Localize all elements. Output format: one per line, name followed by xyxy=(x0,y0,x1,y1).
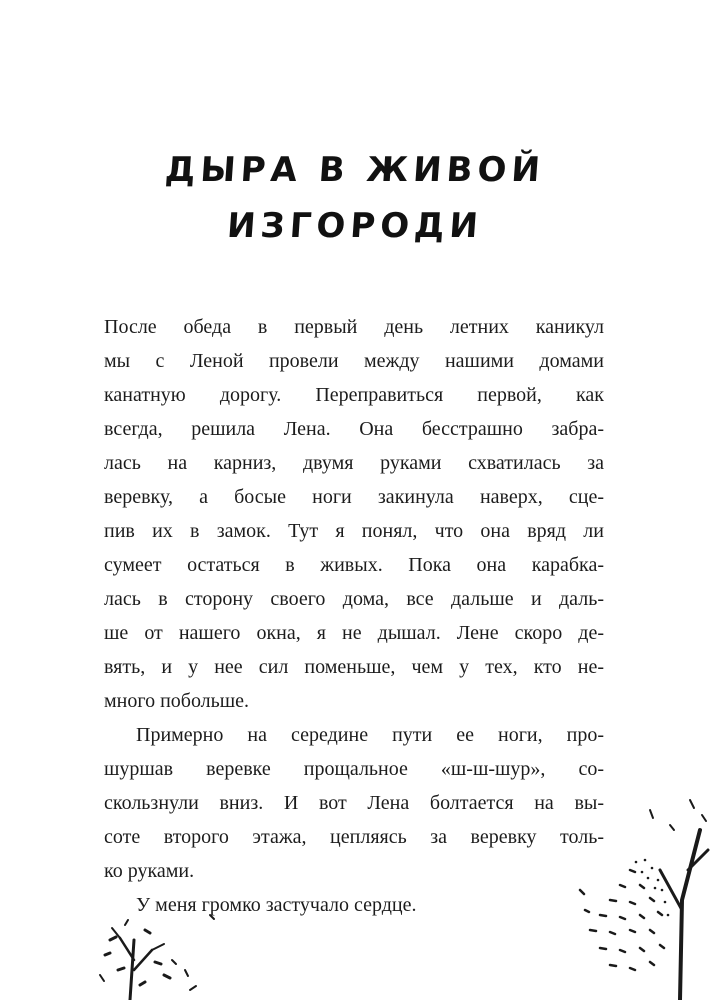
text-line: Примерно на середине пути ее ноги, про- xyxy=(136,724,604,746)
text-line: всегда, решила Лена. Она бесстрашно забра- xyxy=(104,418,604,440)
tree-sketch-right-icon xyxy=(570,790,710,1000)
paragraph-2 xyxy=(104,718,604,888)
plant-sketch-left-icon xyxy=(90,900,220,1000)
chapter-body xyxy=(104,310,604,922)
paragraph-1 xyxy=(104,310,604,718)
text-line: сумеет остаться в живых. Пока она карабка- xyxy=(104,554,604,576)
text-line: У меня громко застучало сердце. xyxy=(136,894,417,916)
text-line: много побольше. xyxy=(104,690,250,712)
text-line: лась в сторону своего дома, все дальше и даль- xyxy=(104,588,604,610)
text-line: После обеда в первый день летних каникул xyxy=(104,316,604,338)
text-line: пив их в замок. Тут я понял, что она вряд ли xyxy=(104,520,604,542)
chapter-title-line-2: ИЗГОРОДИ xyxy=(225,206,485,246)
text-line: скользнули вниз. И вот Лена болтается на вы- xyxy=(104,792,604,814)
chapter-title-line-1: ДЫРА В ЖИВОЙ xyxy=(163,150,547,190)
text-line: ше от нашего окна, я не дышал. Лене скоро де- xyxy=(104,622,604,644)
text-line: веревку, а босые ноги закинула наверх, сце- xyxy=(104,486,604,508)
text-line: канатную дорогу. Переправиться первой, как xyxy=(104,384,604,406)
text-line: лась на карниз, двумя руками схватилась за xyxy=(104,452,604,474)
text-line: соте второго этажа, цепляясь за веревку толь- xyxy=(104,826,604,848)
text-line: мы с Леной провели между нашими домами xyxy=(104,350,604,372)
text-line: ко руками. xyxy=(104,860,195,882)
text-line: вять, и у нее сил поменьше, чем у тех, кто не- xyxy=(104,656,604,678)
text-line: шуршав веревке прощальное «ш-ш-шур», со- xyxy=(104,758,604,780)
